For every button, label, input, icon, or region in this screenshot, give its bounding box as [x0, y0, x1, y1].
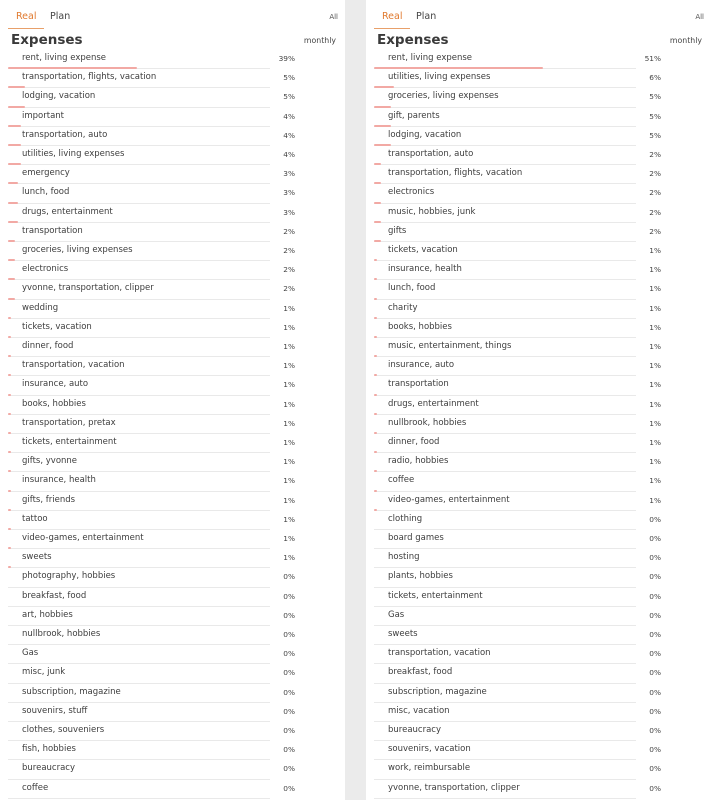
- expense-category-label: transportation, auto: [22, 129, 108, 140]
- expense-category-label: coffee: [22, 782, 49, 793]
- expense-category-label: electronics: [22, 264, 69, 275]
- expense-category-label: Gas: [22, 648, 39, 659]
- expense-category-label: lunch, food: [388, 283, 436, 294]
- expense-row[interactable]: [8, 184, 298, 203]
- expense-category-label: gifts, yvonne: [22, 456, 78, 467]
- expense-row[interactable]: [374, 760, 664, 779]
- expense-category-label: photography, hobbies: [22, 571, 116, 582]
- expense-category-label: drugs, entertainment: [22, 206, 113, 217]
- expense-row[interactable]: [374, 684, 664, 703]
- expense-percent: 1%: [283, 457, 295, 467]
- expense-percent: 0%: [649, 534, 661, 543]
- expense-category-label: insurance, auto: [388, 360, 455, 371]
- expense-percent: 0%: [283, 649, 295, 659]
- expense-row[interactable]: [8, 453, 298, 472]
- expense-category-label: insurance, auto: [22, 379, 89, 390]
- expense-percent: 1%: [649, 457, 661, 467]
- expense-percent: 2%: [649, 207, 661, 217]
- expense-percent: 3%: [283, 207, 295, 217]
- expense-percent: 0%: [283, 668, 295, 678]
- expense-percent: 4%: [283, 111, 295, 121]
- expense-category-label: insurance, health: [388, 264, 462, 275]
- expense-category-label: transportation, flights, vacation: [22, 72, 157, 83]
- expense-row[interactable]: [374, 645, 664, 664]
- expense-percent: 2%: [649, 150, 661, 159]
- expense-row[interactable]: [8, 607, 298, 626]
- expense-percent: 0%: [649, 630, 661, 639]
- expense-percent: 0%: [649, 764, 661, 774]
- expense-percent: 0%: [283, 726, 295, 735]
- expense-percent: 1%: [649, 342, 661, 351]
- expense-row[interactable]: [374, 530, 664, 549]
- expense-percent: 1%: [649, 361, 661, 371]
- expense-row[interactable]: [374, 338, 664, 357]
- expense-category-label: art, hobbies: [22, 609, 73, 620]
- expense-percent: 5%: [283, 73, 295, 83]
- expense-category-label: insurance, health: [22, 475, 96, 486]
- expense-category-label: dinner, food: [388, 437, 440, 447]
- expense-percent: 1%: [649, 284, 661, 294]
- expense-category-label: tickets, vacation: [388, 245, 458, 255]
- expense-category-label: misc, junk: [22, 667, 66, 678]
- expense-percent: 3%: [283, 169, 295, 179]
- expense-percent: 2%: [649, 226, 661, 236]
- expense-percent: 5%: [649, 130, 661, 140]
- expense-category-label: utilities, living expenses: [22, 149, 125, 159]
- expense-category-label: plants, hobbies: [388, 571, 453, 582]
- expense-row[interactable]: [374, 127, 664, 146]
- expense-row[interactable]: [8, 223, 298, 242]
- expense-category-label: utilities, living expenses: [388, 72, 491, 83]
- expense-percent: 0%: [283, 591, 295, 601]
- expense-percent: 0%: [649, 591, 661, 601]
- expense-percent: 1%: [649, 380, 661, 390]
- expense-percent: 1%: [649, 322, 661, 332]
- expense-row[interactable]: [8, 261, 298, 280]
- expense-row[interactable]: [8, 703, 298, 722]
- expense-percent: 1%: [283, 418, 295, 428]
- expense-row[interactable]: [8, 722, 298, 741]
- row-divider: [374, 798, 636, 799]
- expense-row[interactable]: [374, 376, 664, 395]
- expense-row[interactable]: [8, 300, 298, 319]
- expense-percent: 2%: [649, 169, 661, 179]
- expense-category-label: music, hobbies, junk: [388, 206, 476, 217]
- expense-category-label: subscription, magazine: [388, 686, 487, 697]
- expense-category-label: Gas: [388, 609, 405, 620]
- expense-row[interactable]: [374, 415, 664, 434]
- expense-row[interactable]: [8, 376, 298, 395]
- expense-category-label: books, hobbies: [22, 398, 86, 409]
- expense-row[interactable]: [374, 607, 664, 626]
- expense-percent: 1%: [649, 438, 661, 447]
- expense-category-label: nullbrook, hobbies: [22, 629, 101, 639]
- expense-category-label: nullbrook, hobbies: [388, 417, 467, 428]
- expense-percent: 1%: [283, 438, 295, 447]
- expense-percent: 0%: [649, 572, 661, 582]
- tab-real[interactable]: Real: [374, 7, 410, 29]
- expense-category-label: charity: [388, 302, 418, 313]
- expense-row[interactable]: [374, 261, 664, 280]
- expense-row[interactable]: [374, 434, 664, 453]
- all-filter-button[interactable]: All: [329, 13, 338, 21]
- expense-percent: 1%: [283, 361, 295, 371]
- expense-category-label: subscription, magazine: [22, 686, 121, 697]
- expense-row[interactable]: [374, 568, 664, 587]
- expense-category-label: clothes, souveniers: [22, 725, 105, 735]
- expense-row[interactable]: [374, 703, 664, 722]
- expense-category-label: gifts, friends: [22, 494, 76, 505]
- expense-row[interactable]: [374, 223, 664, 242]
- expense-percent: 3%: [283, 188, 295, 198]
- expense-category-label: work, reimbursable: [388, 763, 471, 774]
- expense-percent: 1%: [283, 380, 295, 390]
- tab-plan[interactable]: Plan: [416, 11, 437, 22]
- expense-row[interactable]: [8, 530, 298, 549]
- expense-category-label: sweets: [388, 629, 418, 639]
- expense-percent: 4%: [283, 150, 295, 159]
- expense-percent: 0%: [283, 706, 295, 716]
- expense-category-label: rent, living expense: [388, 53, 473, 63]
- expense-percent: 39%: [278, 54, 295, 63]
- period-selector[interactable]: monthly: [303, 36, 336, 45]
- expense-category-label: sweets: [22, 552, 52, 563]
- expense-row[interactable]: [374, 300, 664, 319]
- expense-category-label: tattoo: [22, 513, 48, 524]
- expense-percent: 0%: [283, 572, 295, 582]
- expense-percent: 1%: [649, 246, 661, 255]
- expense-category-label: breakfast, food: [22, 590, 87, 601]
- expense-category-label: souvenirs, vacation: [388, 744, 471, 755]
- expense-row[interactable]: [8, 146, 298, 165]
- expense-row[interactable]: [8, 396, 298, 415]
- period-selector[interactable]: monthly: [669, 36, 702, 45]
- expense-percent: 0%: [283, 783, 295, 793]
- expense-percent: 0%: [283, 630, 295, 639]
- expense-percent: 2%: [283, 226, 295, 236]
- expense-percent: 1%: [649, 303, 661, 313]
- expense-category-label: drugs, entertainment: [388, 398, 479, 409]
- expense-row[interactable]: [8, 88, 298, 107]
- expense-percent: 1%: [283, 342, 295, 351]
- expense-row[interactable]: [374, 511, 664, 530]
- expense-category-label: emergency: [22, 168, 70, 179]
- expenses-panel-left: [0, 0, 345, 800]
- expense-percent: 0%: [283, 745, 295, 755]
- expense-row[interactable]: [374, 453, 664, 472]
- expense-row[interactable]: [374, 588, 664, 607]
- expense-row[interactable]: [8, 108, 298, 127]
- expense-row[interactable]: [374, 549, 664, 568]
- expense-category-label: groceries, living expenses: [22, 245, 133, 255]
- expense-category-label: lodging, vacation: [388, 129, 462, 140]
- expense-row[interactable]: [374, 722, 664, 741]
- expense-row[interactable]: [8, 280, 298, 299]
- expense-percent: 6%: [649, 73, 661, 83]
- expense-category-label: electronics: [388, 187, 435, 198]
- expense-percent: 1%: [649, 495, 661, 505]
- expense-category-label: lodging, vacation: [22, 91, 96, 102]
- expenses-panel-right: [366, 0, 711, 800]
- tab-plan[interactable]: Plan: [50, 11, 71, 22]
- expense-percent: 0%: [649, 706, 661, 716]
- expense-category-label: coffee: [388, 475, 415, 486]
- expense-percent: 1%: [283, 303, 295, 313]
- expense-percent: 2%: [649, 188, 661, 198]
- expense-row[interactable]: [374, 108, 664, 127]
- expense-category-label: yvonne, transportation, clipper: [22, 283, 154, 294]
- expense-category-label: video-games, entertainment: [388, 494, 510, 505]
- expense-row[interactable]: [374, 184, 664, 203]
- tab-bar: [8, 7, 338, 29]
- expense-category-label: yvonne, transportation, clipper: [388, 782, 520, 793]
- expense-row[interactable]: [8, 165, 298, 184]
- expense-row[interactable]: [8, 357, 298, 376]
- expense-category-label: music, entertainment, things: [388, 341, 512, 351]
- row-divider: [8, 798, 270, 799]
- expense-percent: 0%: [649, 668, 661, 678]
- expense-percent: 2%: [283, 284, 295, 294]
- expense-category-label: gift, parents: [388, 110, 440, 121]
- expense-row[interactable]: [374, 626, 664, 645]
- expense-percent: 0%: [283, 687, 295, 697]
- expense-row[interactable]: [8, 741, 298, 760]
- expense-row[interactable]: [374, 280, 664, 299]
- expense-category-label: radio, hobbies: [388, 456, 449, 467]
- all-filter-button[interactable]: All: [695, 13, 704, 21]
- expense-category-label: transportation, auto: [388, 149, 474, 159]
- expense-category-label: important: [22, 110, 64, 121]
- expense-percent: 0%: [649, 745, 661, 755]
- expense-category-label: transportation: [22, 225, 83, 236]
- expense-category-label: bureaucracy: [22, 763, 75, 774]
- expense-row[interactable]: [8, 472, 298, 491]
- expense-percent: 0%: [649, 783, 661, 793]
- expense-row[interactable]: [8, 664, 298, 683]
- expense-category-label: bureaucracy: [388, 725, 441, 735]
- expense-row[interactable]: [374, 357, 664, 376]
- expense-category-label: transportation, flights, vacation: [388, 168, 523, 179]
- expense-percent: 1%: [283, 514, 295, 524]
- expense-category-label: clothing: [388, 513, 423, 524]
- expense-row[interactable]: [374, 741, 664, 760]
- expense-category-label: rent, living expense: [22, 53, 107, 63]
- tab-real[interactable]: Real: [8, 7, 44, 29]
- expense-row[interactable]: [8, 760, 298, 779]
- expense-category-label: breakfast, food: [388, 667, 453, 678]
- expense-percent: 1%: [649, 476, 661, 486]
- expense-category-label: transportation: [388, 379, 449, 390]
- expense-category-label: transportation, pretax: [22, 417, 116, 428]
- expense-row[interactable]: [374, 319, 664, 338]
- expense-percent: 1%: [283, 322, 295, 332]
- expense-percent: 1%: [649, 399, 661, 409]
- expense-row[interactable]: [8, 780, 298, 799]
- expense-percent: 5%: [649, 111, 661, 121]
- expense-row[interactable]: [8, 549, 298, 568]
- expense-row[interactable]: [374, 204, 664, 223]
- expense-category-label: transportation, vacation: [388, 648, 491, 659]
- expense-percent: 1%: [649, 418, 661, 428]
- expense-percent: 2%: [283, 265, 295, 275]
- expense-percent: 2%: [283, 246, 295, 255]
- expense-category-label: fish, hobbies: [22, 744, 76, 755]
- expense-row[interactable]: [8, 492, 298, 511]
- expense-row[interactable]: [8, 588, 298, 607]
- expense-row[interactable]: [374, 88, 664, 107]
- expense-percent: 0%: [649, 649, 661, 659]
- expense-row[interactable]: [8, 69, 298, 88]
- expense-category-label: wedding: [22, 302, 59, 313]
- expense-percent: 0%: [649, 553, 661, 563]
- expense-row[interactable]: [8, 127, 298, 146]
- expense-percent: 0%: [649, 610, 661, 620]
- expense-category-label: board games: [388, 533, 444, 543]
- expense-row[interactable]: [8, 319, 298, 338]
- expense-percent: 1%: [283, 553, 295, 563]
- expense-row[interactable]: [374, 492, 664, 511]
- expense-category-label: dinner, food: [22, 341, 74, 351]
- expense-category-label: books, hobbies: [388, 321, 452, 332]
- panel-title: Expenses: [377, 32, 449, 48]
- expense-percent: 51%: [644, 54, 661, 63]
- expense-category-label: groceries, living expenses: [388, 91, 499, 102]
- expense-category-label: souvenirs, stuff: [22, 705, 88, 716]
- expense-row[interactable]: [8, 645, 298, 664]
- expense-row[interactable]: [374, 664, 664, 683]
- expense-category-label: video-games, entertainment: [22, 533, 144, 543]
- expense-percent: 0%: [649, 514, 661, 524]
- expense-row[interactable]: [374, 472, 664, 491]
- expense-category-label: tickets, entertainment: [388, 590, 483, 601]
- expense-percent: 1%: [283, 534, 295, 543]
- expense-row[interactable]: [374, 69, 664, 88]
- expense-percent: 5%: [283, 92, 295, 102]
- expense-category-label: tickets, entertainment: [22, 437, 117, 447]
- expense-row[interactable]: [8, 50, 298, 69]
- expense-category-label: misc, vacation: [388, 705, 450, 716]
- expense-row[interactable]: [8, 338, 298, 357]
- expense-percent: 5%: [649, 92, 661, 102]
- expense-percent: 1%: [649, 265, 661, 275]
- expense-percent: 0%: [649, 687, 661, 697]
- expense-percent: 1%: [283, 476, 295, 486]
- expense-row[interactable]: [8, 204, 298, 223]
- expense-row[interactable]: [374, 242, 664, 261]
- panel-title: Expenses: [11, 32, 83, 48]
- expense-row[interactable]: [374, 50, 664, 69]
- expense-row[interactable]: [8, 242, 298, 261]
- tab-bar: [374, 7, 704, 29]
- expense-row[interactable]: [374, 165, 664, 184]
- expense-row[interactable]: [8, 626, 298, 645]
- expense-percent: 1%: [283, 495, 295, 505]
- expense-row[interactable]: [8, 511, 298, 530]
- expense-percent: 0%: [649, 726, 661, 735]
- expense-percent: 0%: [283, 610, 295, 620]
- expense-category-label: hosting: [388, 552, 420, 563]
- expense-row[interactable]: [374, 146, 664, 165]
- expense-row[interactable]: [8, 568, 298, 587]
- expense-percent: 4%: [283, 130, 295, 140]
- expense-category-label: transportation, vacation: [22, 360, 125, 371]
- expense-percent: 1%: [283, 399, 295, 409]
- expense-row[interactable]: [8, 415, 298, 434]
- expense-row[interactable]: [374, 780, 664, 799]
- expense-category-label: lunch, food: [22, 187, 70, 198]
- expense-row[interactable]: [8, 684, 298, 703]
- expense-row[interactable]: [374, 396, 664, 415]
- expense-category-label: tickets, vacation: [22, 321, 92, 332]
- expense-percent: 0%: [283, 764, 295, 774]
- expense-category-label: gifts: [388, 225, 407, 236]
- expense-row[interactable]: [8, 434, 298, 453]
